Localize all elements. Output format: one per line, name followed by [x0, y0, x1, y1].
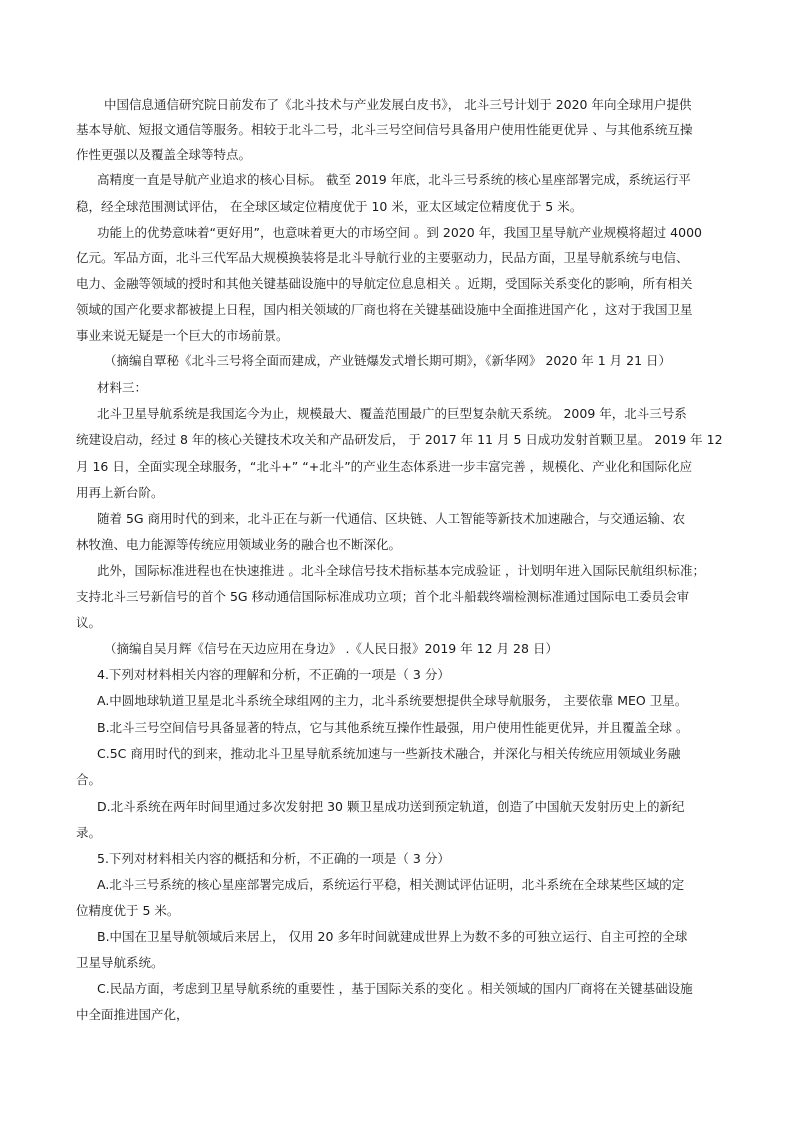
- answer-option: C.5C 商用时代的到来，推动北斗卫星导航系统加速与一些新技术融合，并深化与相关传统应用领域业务融: [97, 746, 681, 761]
- text-line: 支持北斗三号新信号的首个 5G 移动通信国际标准成功立项；首个北斗船载终端检测标准通过国际电工委员会审: [76, 589, 690, 604]
- text-line: 中国信息通信研究院日前发布了《北斗技术与产业发展白皮书》， 北斗三号计划于 2020 年向全球用户提供: [104, 97, 692, 112]
- text-line: 事业来说无疑是一个巨大的市场前景。: [76, 328, 289, 343]
- text-line: 月 16 日，全面实现全球服务，“北斗+” “+北斗”的产业生态体系进一步丰富完善 ，规模化、产业化和国际化应: [76, 459, 693, 474]
- text-line: 功能上的优势意味着“更好用”，也意味着更大的市场空间 。到 2020 年，我国卫星导航产业规模将超过 4000: [97, 225, 702, 240]
- citation-line: （摘编自覃秘《北斗三号将全面而建成，产业链爆发式增长期可期》，《新华网》 2020 年 1 月 21 日）: [104, 353, 672, 368]
- text-line: 此外，国际标准进程也在快速推进 。北斗全球信号技术指标基本完成验证 ，计划明年进入国际民航组织标准；: [97, 563, 705, 578]
- question-stem: 4.下列对材料相关内容的理解和分析，不正确的一项是（ 3 分）: [97, 667, 450, 682]
- text-line: 高精度一直是导航产业追求的核心目标。 截至 2019 年底，北斗三号系统的核心星座部署完成，系统运行平: [97, 172, 691, 187]
- text-line: 亿元。军品方面，北斗三代军品大规模换装将是北斗导航行业的主要驱动力，民品方面，卫星导航系统与电信、: [76, 250, 689, 265]
- text-line: 合。: [76, 772, 102, 787]
- answer-option: A.中圆地球轨道卫星是北斗系统全球组网的主力，北斗系统要想提供全球导航服务， 主要依靠 MEO 卫星。: [97, 693, 688, 708]
- text-line: 中全面推进国产化，: [76, 1007, 189, 1022]
- answer-option: D.北斗系统在两年时间里通过多次发射把 30 颗卫星成功送到预定轨道，创造了中国航天发射历史上的新纪: [97, 799, 685, 814]
- text-line: 用再上新台阶。: [76, 485, 164, 500]
- text-line: 随着 5G 商用时代的到来，北斗正在与新一代通信、区块链、人工智能等新技术加速融合，与交通运输、农: [97, 511, 686, 526]
- answer-option: B.中国在卫星导航领域后来居上， 仅用 20 多年时间就建成世界上为数不多的可独立运行、自主可控的全球: [97, 929, 688, 944]
- citation-line: （摘编自吴月辉《信号在天边应用在身边》 .《人民日报》2019 年 12 月 28 日）: [104, 641, 558, 656]
- text-line: 录。: [76, 825, 102, 840]
- text-line: 领域的国产化要求都被提上日程，国内相关领域的厂商也将在关键基础设施中全面推进国产化 ，这对于我国卫星: [76, 302, 693, 317]
- text-line: 位精度优于 5 米。: [76, 903, 180, 918]
- text-line: 卫星导航系统。: [76, 955, 164, 970]
- text-line: 林牧渔、电力能源等传统应用领域业务的融合也不断深化。: [76, 537, 402, 552]
- text-line: 作性更强以及覆盖全球等特点。: [76, 147, 252, 162]
- question-stem: 5.下列对材料相关内容的概括和分析，不正确的一项是（ 3 分）: [97, 851, 450, 866]
- text-line: 北斗卫星导航系统是我国迄今为止，规模最大、覆盖范围最广的巨型复杂航天系统。 2009 年，北斗三号系: [97, 406, 687, 421]
- section-heading: 材料三：: [97, 380, 148, 395]
- text-line: 稳，经全球范围测试评估， 在全球区域定位精度优于 10 米，亚太区域定位精度优于 5 米。: [76, 199, 583, 214]
- text-line: 统建设启动，经过 8 年的核心关键技术攻关和产品研发后， 于 2017 年 11 月 5 日成功发射首颗卫星。 2019 年 12: [76, 432, 723, 447]
- answer-option: B.北斗三号空间信号具备显著的特点，它与其他系统互操作性最强，用户使用性能更优异，并且覆盖全球 。: [97, 720, 689, 735]
- text-line: 议。: [76, 615, 102, 630]
- text-line: 基本导航、短报文通信等服务。相较于北斗二号，北斗三号空间信号具备用户使用性能更优异 、与其他系统互操: [76, 122, 693, 137]
- answer-option: A.北斗三号系统的核心星座部署完成后，系统运行平稳，相关测试评估证明，北斗系统在全球某些区域的定: [97, 877, 685, 892]
- answer-option: C.民品方面，考虑到卫星导航系统的重要性 ，基于国际关系的变化 。相关领域的国内厂商将在关键基础设施: [97, 981, 693, 996]
- text-line: 电力、金融等领域的授时和其他关键基础设施中的导航定位息息相关 。近期，受国际关系变化的影响，所有相关: [76, 276, 693, 291]
